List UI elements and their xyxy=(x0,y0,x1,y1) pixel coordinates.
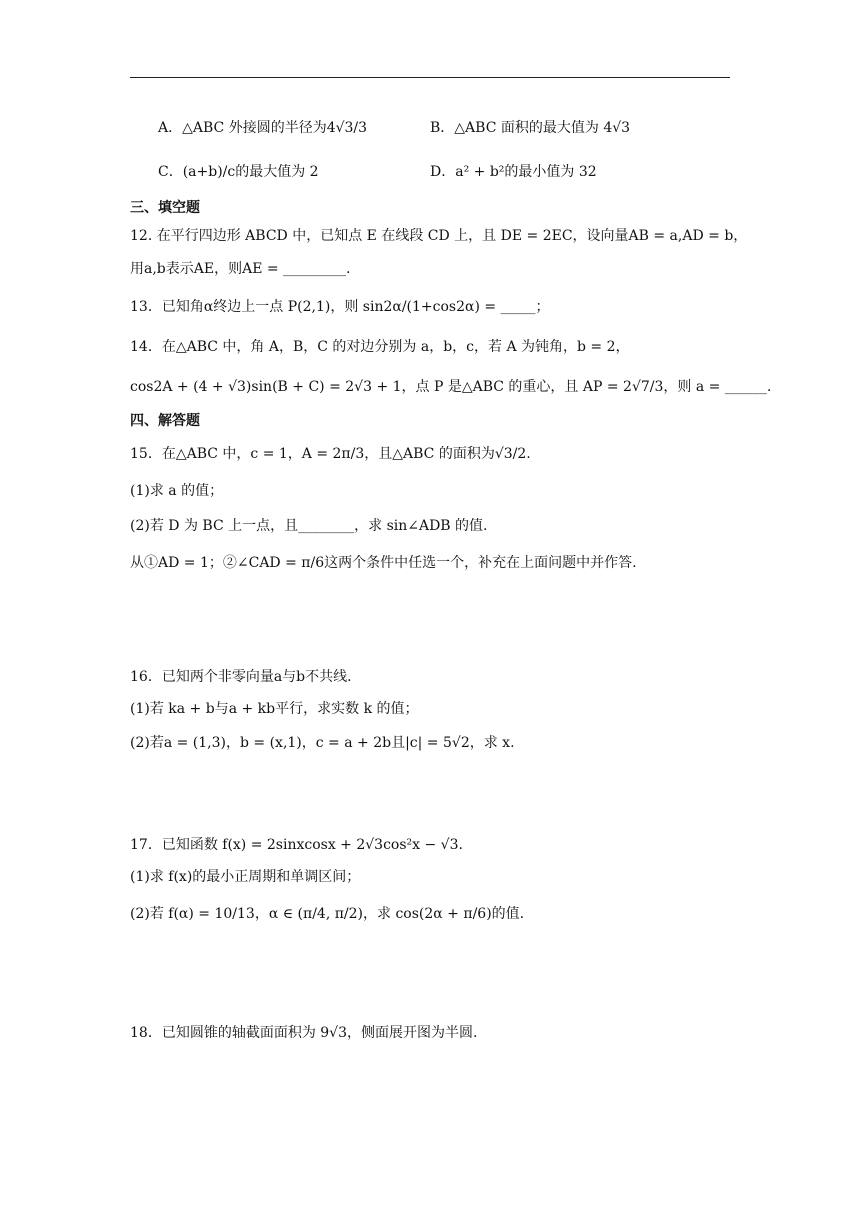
q16-line3: (2)若a = (1,3)，b = (x,1)，c = a + 2b且|c| = 5√2，求 x. xyxy=(130,735,515,751)
q18-line1: 18．已知圆锥的轴截面面积为 9√3，侧面展开图为半圆. xyxy=(130,1025,478,1041)
q17-line1: 17．已知函数 f(x) = 2sinxcosx + 2√3cos²x − √3. xyxy=(130,837,463,853)
header-rule xyxy=(130,77,730,78)
q14-line1: 14．在△ABC 中，角 A，B，C 的对边分别为 a，b，c，若 A 为钝角，b = 2， xyxy=(130,339,630,355)
option-b: B．△ABC 面积的最大值为 4√3 xyxy=(430,120,631,136)
q15-line1: 15．在△ABC 中，c = 1，A = 2π/3，且△ABC 的面积为√3/2. xyxy=(130,446,531,462)
q15-line3: (2)若 D 为 BC 上一点，且________，求 sin∠ADB 的值. xyxy=(130,518,488,534)
q12-line2: 用a,b表示AE，则AE = _________. xyxy=(130,261,351,277)
option-a: A．△ABC 外接圆的半径为4√3/3 xyxy=(158,120,368,136)
q17-line2: (1)求 f(x)的最小正周期和单调区间； xyxy=(130,869,361,885)
q15-line4: 从①AD = 1；②∠CAD = π/6这两个条件中任选一个，补充在上面问题中并作答. xyxy=(130,555,637,571)
q16-line1: 16．已知两个非零向量a与b不共线. xyxy=(130,669,352,685)
q15-line2: (1)求 a 的值； xyxy=(130,483,224,499)
q12-line1: 12. 在平行四边形 ABCD 中，已知点 E 在线段 CD 上，且 DE = 2EC，设向量AB = a,AD = b， xyxy=(130,228,748,244)
section-answer-heading: 四、解答题 xyxy=(130,413,200,429)
q17-line3: (2)若 f(α) = 10/13，α ∈ (π/4, π/2)，求 cos(2α + π/6)的值. xyxy=(130,906,525,922)
option-c: C．(a+b)/c的最大值为 2 xyxy=(158,164,319,180)
option-d: D．a² + b²的最小值为 32 xyxy=(430,164,597,180)
q13-text: 13．已知角α终边上一点 P(2,1)，则 sin2α/(1+cos2α) = _____； xyxy=(130,299,550,315)
q14-line2: cos2A + (4 + √3)sin(B + C) = 2√3 + 1，点 P 是△ABC 的重心，且 AP = 2√7/3，则 a = ______. xyxy=(130,379,772,395)
q16-line2: (1)若 ka + b与a + kb平行，求实数 k 的值； xyxy=(130,701,419,717)
section-fill-in-heading: 三、填空题 xyxy=(130,200,200,216)
